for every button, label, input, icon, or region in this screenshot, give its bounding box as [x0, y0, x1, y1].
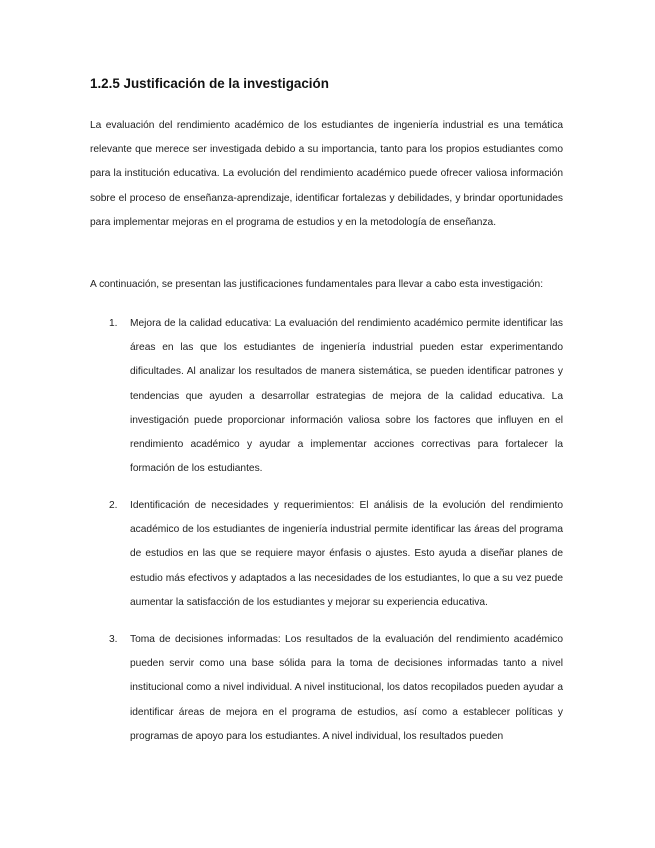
list-item-number: 2.	[109, 500, 118, 511]
list-item	[90, 628, 563, 749]
list-item	[90, 312, 563, 481]
list-item	[90, 494, 563, 615]
justification-list-item-1	[90, 312, 563, 481]
lead-in-paragraph: A continuación, se presentan las justificaciones fundamentales para llevar a cabo esta investigación:	[90, 279, 544, 290]
justification-list-item-3	[90, 628, 563, 749]
intro-paragraph: La evaluación del rendimiento académico de los estudiantes de ingeniería industrial es una temática relevante que merece ser investigada debido a su importancia, tanto para los propios estudiantes como para la institución educativa. La evolución del rendimiento académico puede ofrecer valiosa información sobre el proceso de enseñanza-aprendizaje, identificar fortalezas y debilidades, y brindar oportunidades para implementar mejoras en el programa de estudios y en la metodología de enseñanza.	[90, 120, 563, 228]
list-item-number: 3.	[109, 634, 118, 645]
list-item-number: 1.	[109, 318, 118, 329]
justification-list-item-2	[90, 494, 563, 615]
list-item-text: Toma de decisiones informadas: Los resultados de la evaluación del rendimiento académico pueden servir como una base sólida para la toma de decisiones informadas tanto a nivel institucional como a nivel individual. A nivel institucional, los datos recopilados pueden ayudar a identificar áreas de mejora en el programa de estudios, así como a establecer políticas y programas de apoyo para los estudiantes. A nivel individual, los resultados pueden	[130, 634, 563, 742]
section-heading: 1.2.5 Justificación de la investigación	[90, 76, 329, 91]
list-item-text: Mejora de la calidad educativa: La evaluación del rendimiento académico permite identificar las áreas en las que los estudiantes de ingeniería industrial pueden estar experimentando dificultades. Al analizar los resultados de manera sistemática, se pueden identificar patrones y tendencias que ayuden a desarrollar estrategias de mejora de la calidad educativa. La investigación puede proporcionar información valiosa sobre los factores que influyen en el rendimiento académico y ayudar a implementar acciones correctivas para fortalecer la formación de los estudiantes.	[130, 318, 563, 475]
list-item-text: Identificación de necesidades y requerimientos: El análisis de la evolución del rendimiento académico de los estudiantes de ingeniería industrial permite identificar las áreas del programa de estudios en las que se requiere mayor énfasis o ajustes. Esto ayuda a diseñar planes de estudio más efectivos y adaptados a las necesidades de los estudiantes, lo que a su vez puede aumentar la satisfacción de los estudiantes y mejorar su experiencia educativa.	[130, 500, 563, 608]
